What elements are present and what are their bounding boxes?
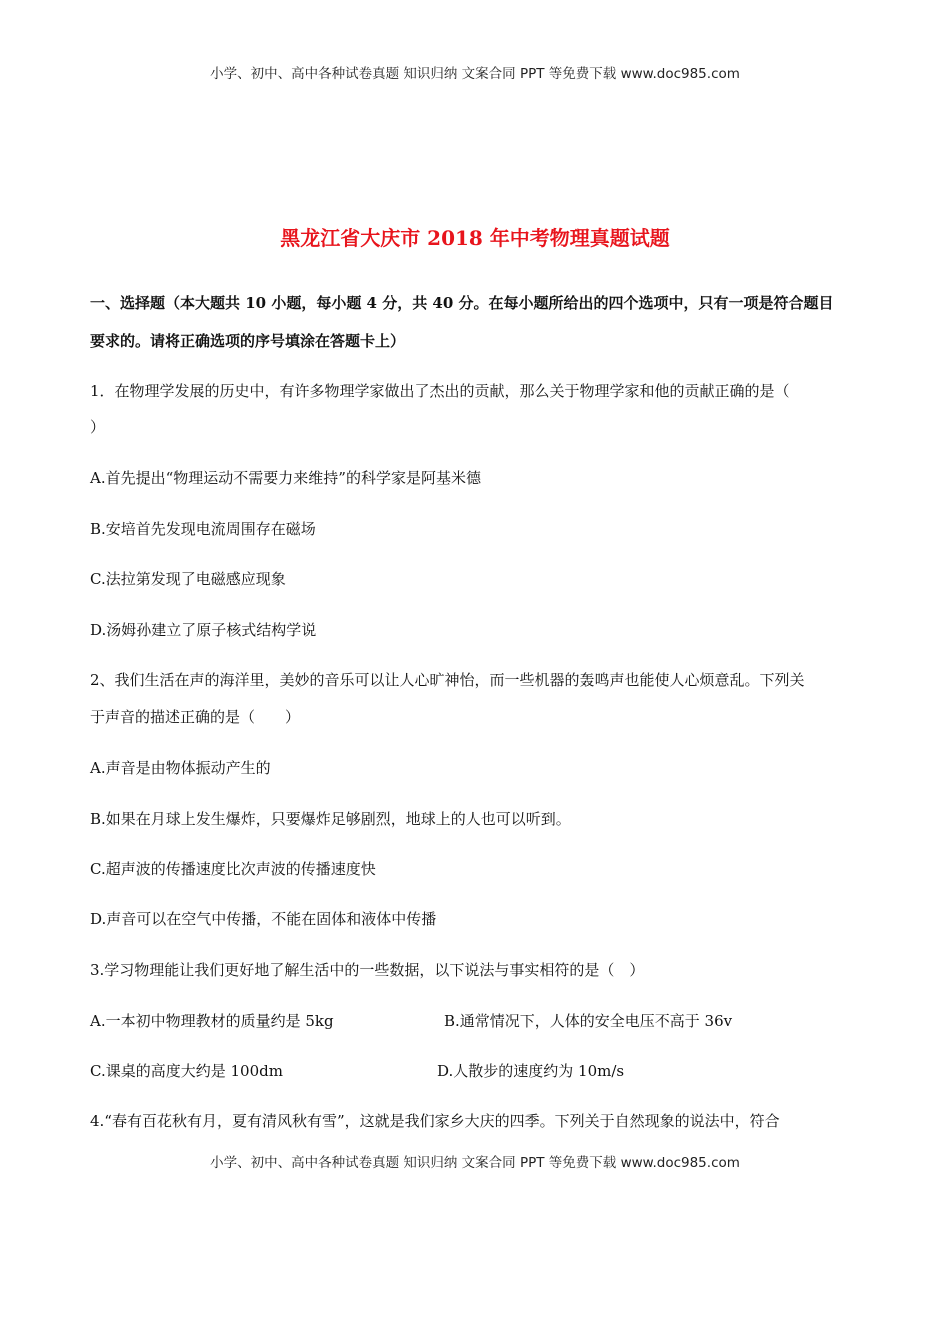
question-3-option-c: C.课桌的高度大约是 100dm [90,1062,283,1080]
question-2-option-b: B.如果在月球上发生爆炸，只要爆炸足够剧烈，地球上的人也可以听到。 [90,810,571,828]
question-3-stem: 3.学习物理能让我们更好地了解生活中的一些数据，以下说法与事实相符的是（ ） [90,961,645,979]
question-2-stem-line1: 2、我们生活在声的海洋里，美妙的音乐可以让人心旷神怡，而一些机器的轰鸣声也能使人心烦意乱。下列关 [90,671,805,689]
question-1-option-b: B.安培首先发现电流周围存在磁场 [90,520,316,538]
page-footer: 小学、初中、高中各种试卷真题 知识归纳 文案合同 PPT 等免费下载 www.doc985.com [210,1155,740,1171]
question-1-stem-line1: 1．在物理学发展的历史中，有许多物理学家做出了杰出的贡献，那么关于物理学家和他的贡献正确的是（ [90,382,790,400]
question-2-option-d: D.声音可以在空气中传播，不能在固体和液体中传播 [90,910,437,928]
question-1-option-a: A.首先提出“物理运动不需要力来维持”的科学家是阿基米德 [90,469,481,487]
question-2-stem-line2: 于声音的描述正确的是（ ） [90,708,301,726]
question-3-option-a: A.一本初中物理教材的质量约是 5kg [90,1012,334,1030]
section-heading-line1: 一、选择题（本大题共 10 小题，每小题 4 分，共 40 分。在每小题所给出的四个选项中，只有一项是符合题目 [90,294,834,312]
question-1-option-c: C.法拉第发现了电磁感应现象 [90,570,286,588]
question-3-option-b: B.通常情况下，人体的安全电压不高于 36v [444,1012,733,1030]
section-heading-line2: 要求的。请将正确选项的序号填涂在答题卡上） [90,332,406,350]
question-2-option-a: A.声音是由物体振动产生的 [90,759,271,777]
question-1-option-d: D.汤姆孙建立了原子核式结构学说 [90,621,317,639]
question-4-stem-line1: 4.“春有百花秋有月，夏有清风秋有雪”，这就是我们家乡大庆的四季。下列关于自然现象的说法中，符合 [90,1112,780,1130]
question-2-option-c: C.超声波的传播速度比次声波的传播速度快 [90,860,376,878]
question-3-option-d: D.人散步的速度约为 10m/s [437,1062,625,1080]
page-header: 小学、初中、高中各种试卷真题 知识归纳 文案合同 PPT 等免费下载 www.doc985.com [210,66,740,82]
page-title: 黑龙江省大庆市 2018 年中考物理真题试题 [280,226,670,250]
question-1-stem-line2: ） [90,418,106,436]
